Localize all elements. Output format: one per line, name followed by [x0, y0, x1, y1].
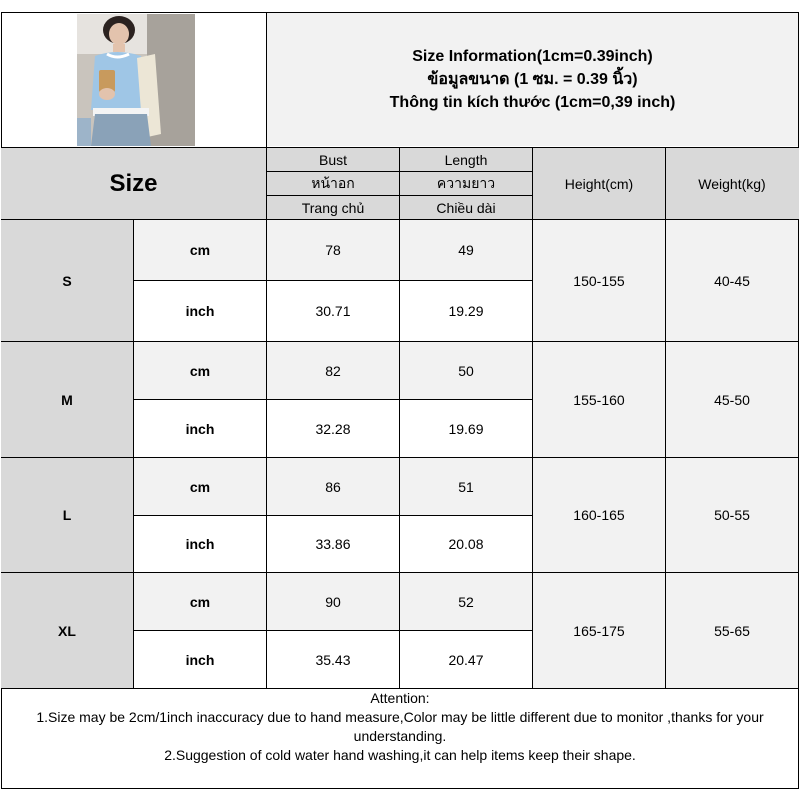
length-inch-value: 20.08 — [400, 516, 532, 572]
grid-line — [133, 219, 134, 688]
grid-line — [1, 572, 799, 573]
info-line-thai: ข้อมูลขนาด (1 ซม. = 0.39 นิ้ว) — [427, 71, 638, 88]
length-inch-value: 19.29 — [400, 281, 532, 341]
height-header: Height(cm) — [564, 175, 634, 192]
unit-cm-label: cm — [134, 342, 266, 399]
grid-line — [134, 280, 533, 281]
size-label-s: S — [1, 220, 133, 341]
length-cm-value: 50 — [400, 342, 532, 399]
length-header-vi: Chiều dài — [436, 199, 496, 216]
bust-header-th: หน้าอก — [311, 174, 355, 191]
height-value: 155-160 — [533, 342, 665, 457]
grid-line — [134, 399, 533, 400]
attention-note-1: 1.Size may be 2cm/1inch inaccuracy due to hand measure,Color may be little different due to monitor ,thanks for your understanding. — [36, 709, 764, 744]
bust-cm-value: 90 — [267, 573, 399, 630]
unit-cm-label: cm — [134, 220, 266, 280]
bust-header-en: Bust — [318, 151, 347, 168]
height-value: 165-175 — [533, 573, 665, 688]
unit-inch-label: inch — [134, 516, 266, 572]
size-header: Size — [109, 169, 158, 197]
weight-value: 50-55 — [666, 458, 798, 572]
bust-inch-value: 33.86 — [267, 516, 399, 572]
size-label-xl: XL — [1, 573, 133, 688]
info-line-english: Size Information(1cm=0.39inch) — [412, 48, 653, 65]
grid-line — [1, 341, 799, 342]
attention-note-2: 2.Suggestion of cold water hand washing,it can help items keep their shape. — [164, 747, 636, 763]
bust-cm-value: 78 — [267, 220, 399, 280]
grid-line — [134, 515, 533, 516]
unit-inch-label: inch — [134, 631, 266, 688]
bust-inch-value: 30.71 — [267, 281, 399, 341]
weight-value: 45-50 — [666, 342, 798, 457]
bust-inch-value: 32.28 — [267, 400, 399, 457]
attention-notes — [1, 689, 799, 769]
grid-line — [1, 147, 799, 148]
info-line-vietnamese: Thông tin kích thước (1cm=0,39 inch) — [389, 94, 676, 111]
bust-cm-value: 82 — [267, 342, 399, 399]
size-information-heading — [267, 13, 798, 146]
length-header-en: Length — [444, 151, 488, 168]
unit-cm-label: cm — [134, 573, 266, 630]
grid-line — [399, 147, 400, 688]
size-label-m: M — [1, 342, 133, 457]
length-cm-value: 49 — [400, 220, 532, 280]
length-inch-value: 20.47 — [400, 631, 532, 688]
grid-line — [134, 630, 533, 631]
attention-title: Attention: — [370, 690, 430, 706]
grid-line — [1, 457, 799, 458]
length-cm-value: 51 — [400, 458, 532, 515]
grid-line — [665, 147, 666, 688]
weight-value: 40-45 — [666, 220, 798, 341]
unit-inch-label: inch — [134, 400, 266, 457]
bust-cm-value: 86 — [267, 458, 399, 515]
unit-cm-label: cm — [134, 458, 266, 515]
length-inch-value: 19.69 — [400, 400, 532, 457]
length-header-th: ความยาว — [436, 174, 496, 191]
bust-header-vi: Trang chủ — [301, 199, 365, 216]
height-value: 150-155 — [533, 220, 665, 341]
size-label-l: L — [1, 458, 133, 572]
length-cm-value: 52 — [400, 573, 532, 630]
weight-value: 55-65 — [666, 573, 798, 688]
unit-inch-label: inch — [134, 281, 266, 341]
height-value: 160-165 — [533, 458, 665, 572]
grid-line — [266, 12, 267, 688]
bust-inch-value: 35.43 — [267, 631, 399, 688]
weight-header: Weight(kg) — [698, 175, 766, 192]
grid-line — [532, 147, 533, 688]
grid-line — [1, 219, 799, 220]
product-photo — [77, 14, 195, 146]
